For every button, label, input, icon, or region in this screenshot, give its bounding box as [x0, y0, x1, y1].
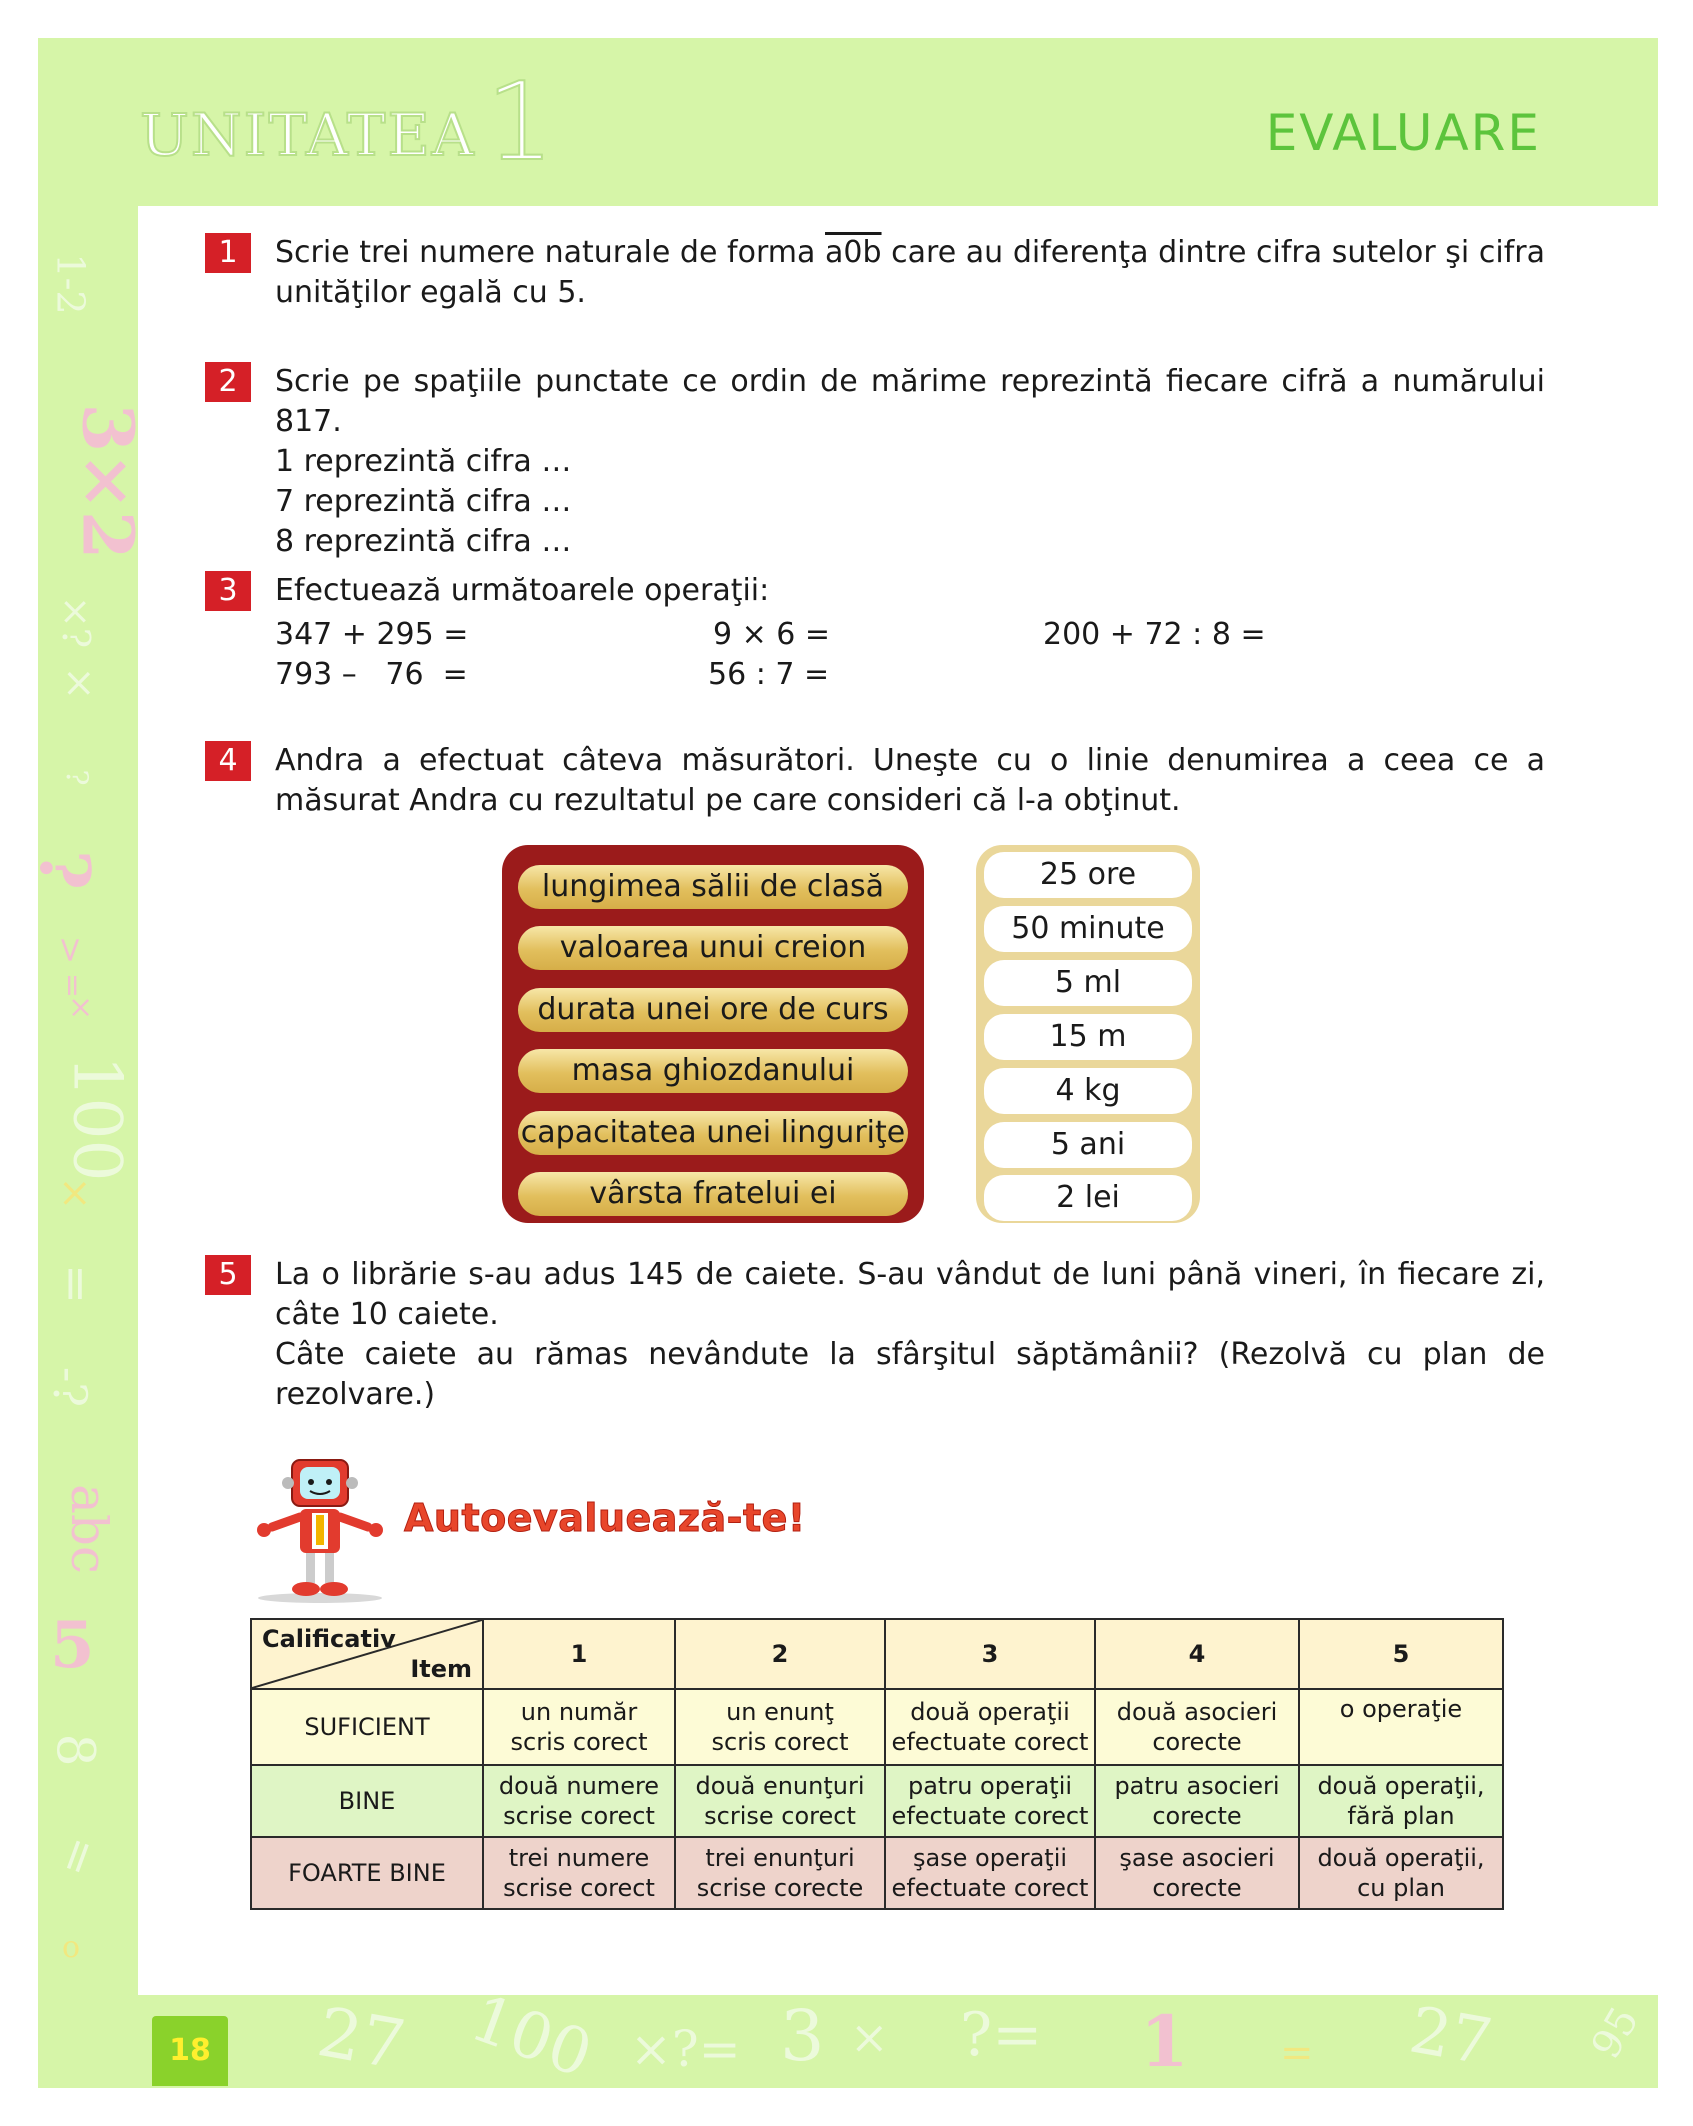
measurement-names-box — [502, 845, 924, 1223]
rating-label: BINE — [251, 1765, 483, 1837]
deco-symbol: ×?= — [630, 2020, 741, 2078]
deco-symbol: abc — [59, 1484, 118, 1574]
operation: 56 : 7 = — [708, 657, 830, 692]
corner-label-calificativ: Calificativ — [262, 1625, 396, 1653]
deco-symbol: 27 — [311, 1993, 411, 2086]
deco-symbol: × — [58, 1170, 92, 1216]
rating-label: SUFICIENT — [251, 1689, 483, 1765]
deco-symbol: -? — [43, 1366, 98, 1408]
table-cell: un enunţ scris corect — [675, 1689, 885, 1765]
table-cell: două operaţii, fără plan — [1299, 1765, 1503, 1837]
measurement-results-box — [976, 845, 1200, 1223]
deco-symbol: × — [850, 2010, 889, 2064]
operation: 347 + 295 = — [275, 617, 469, 652]
deco-symbol: 100 — [58, 1055, 136, 1182]
operation: 793 – 76 = — [275, 657, 468, 692]
self-evaluation-table — [250, 1618, 1504, 1910]
deco-symbol: 27 — [1404, 1993, 1498, 2081]
table-header-row — [251, 1619, 1503, 1689]
question-3 — [205, 571, 1545, 611]
table-row — [251, 1837, 1503, 1909]
measurement-result[interactable]: 4 kg — [984, 1068, 1192, 1114]
question-text: Andra a efectuat câteva măsurători. Uneşte cu o linie denumirea a ceea ce a măsurat Andra cu rezultatul pe care consideri că l-a obţinut. — [275, 743, 1545, 818]
measurement-result[interactable]: 2 lei — [984, 1175, 1192, 1221]
fill-line: 1 reprezintă cifra … — [275, 444, 572, 479]
question-text: La o librărie s-au adus 145 de caiete. S-au vândut de luni până vineri, în fiecare zi, câte 10 caiete. Câte caiete au rămas nevândute la sfârşitul săptămânii? (Rezolvă cu plan de rezolvare.) — [275, 1257, 1545, 1412]
item-header: 1 — [483, 1619, 675, 1689]
robot-mascot-icon — [250, 1455, 390, 1605]
page-number: 18 — [152, 2016, 228, 2086]
item-header: 5 — [1299, 1619, 1503, 1689]
table-row — [251, 1765, 1503, 1837]
rating-label: FOARTE BINE — [251, 1837, 483, 1909]
question-1 — [205, 233, 1545, 313]
measurement-name[interactable]: lungimea sălii de clasă — [518, 865, 908, 909]
section-title: EVALUARE — [1265, 104, 1541, 162]
question-text: Scrie pe spaţiile punctate ce ordin de mărime reprezintă fiecare cifră a numărului 817. 1 reprezintă cifra … 7 reprezintă cifra … 8 reprezintă cifra … — [275, 362, 1545, 562]
deco-symbol: ?= — [960, 2000, 1043, 2070]
table-cell: două asocieri corecte — [1095, 1689, 1299, 1765]
deco-symbol: 8 — [44, 1733, 105, 1767]
question-text: Efectuează următoarele operaţii: — [275, 573, 770, 608]
deco-symbol: 3×2 — [66, 403, 150, 560]
question-4 — [205, 741, 1545, 821]
deco-symbol: 5 — [50, 1608, 95, 1683]
table-cell: trei enunţuri scrise corecte — [675, 1837, 885, 1909]
table-cell: trei numere scrise corect — [483, 1837, 675, 1909]
item-header: 3 — [885, 1619, 1095, 1689]
measurement-result[interactable]: 5 ani — [984, 1122, 1192, 1168]
table-cell: o operaţie — [1299, 1689, 1503, 1765]
deco-symbol: 95 — [1582, 1999, 1649, 2067]
deco-symbol: = — [48, 1263, 105, 1305]
question-text: Scrie trei numere naturale de forma a0b care au diferenţa dintre cifra sutelor şi cifra unităţilor egală cu 5. — [275, 235, 1545, 310]
deco-symbol: 1-2 — [48, 253, 93, 315]
table-cell: două enunţuri scrise corect — [675, 1765, 885, 1837]
corner-label-item: Item — [410, 1655, 472, 1683]
fill-line: 8 reprezintă cifra … — [275, 524, 572, 559]
measurement-name[interactable]: valoarea unui creion — [518, 926, 908, 970]
measurement-name[interactable]: durata unei ore de curs — [518, 988, 908, 1032]
question-number: 3 — [205, 571, 251, 611]
table-cell: un număr scris corect — [483, 1689, 675, 1765]
unit-number: 1 — [485, 60, 557, 185]
table-cell: două numere scrise corect — [483, 1765, 675, 1837]
deco-symbol: × — [68, 990, 94, 1025]
corner-cell — [251, 1619, 483, 1689]
question-5 — [205, 1255, 1545, 1415]
deco-symbol: = — [47, 1829, 112, 1885]
measurement-name[interactable]: masa ghiozdanului — [518, 1049, 908, 1093]
measurement-result[interactable]: 5 ml — [984, 960, 1192, 1006]
deco-symbol: 100 — [461, 1981, 602, 2093]
table-cell: două operaţii efectuate corect — [885, 1689, 1095, 1765]
unit-title — [140, 60, 556, 185]
operation: 9 × 6 = — [713, 617, 831, 652]
table-row — [251, 1689, 1503, 1765]
fill-line: 7 reprezintă cifra … — [275, 484, 572, 519]
deco-symbol: o — [62, 1930, 81, 1965]
deco-symbol: ? — [58, 769, 94, 786]
table-cell: patru asocieri corecte — [1095, 1765, 1299, 1837]
measurement-name[interactable]: capacitatea unei linguriţe — [518, 1111, 908, 1155]
unit-word: UNITATEA — [140, 101, 476, 169]
self-evaluation-title: Autoevaluează-te! — [404, 1496, 806, 1540]
deco-symbol: 3 — [780, 1995, 825, 2077]
question-number: 2 — [205, 362, 251, 402]
table-cell: şase operaţii efectuate corect — [885, 1837, 1095, 1909]
operation: 200 + 72 : 8 = — [1043, 617, 1266, 652]
item-header: 4 — [1095, 1619, 1299, 1689]
deco-symbol: > — [50, 935, 91, 965]
table-cell: două operaţii, cu plan — [1299, 1837, 1503, 1909]
measurement-result[interactable]: 25 ore — [984, 852, 1192, 898]
deco-symbol: ×? — [54, 595, 99, 649]
question-number: 5 — [205, 1255, 251, 1295]
question-number: 1 — [205, 233, 251, 273]
overlined-number: a0b — [825, 235, 882, 270]
question-number: 4 — [205, 741, 251, 781]
question-2 — [205, 362, 1545, 562]
measurement-result[interactable]: 15 m — [984, 1014, 1192, 1060]
deco-symbol: 1 — [1140, 2000, 1189, 2083]
table-cell: şase asocieri corecte — [1095, 1837, 1299, 1909]
deco-symbol: × — [62, 660, 96, 706]
deco-symbol: ? — [23, 850, 104, 890]
measurement-name[interactable]: vârsta fratelui ei — [518, 1172, 908, 1216]
deco-symbol: = — [55, 972, 91, 999]
table-cell: patru operaţii efectuate corect — [885, 1765, 1095, 1837]
item-header: 2 — [675, 1619, 885, 1689]
measurement-result[interactable]: 50 minute — [984, 906, 1192, 952]
deco-symbol: = — [1280, 2030, 1314, 2076]
